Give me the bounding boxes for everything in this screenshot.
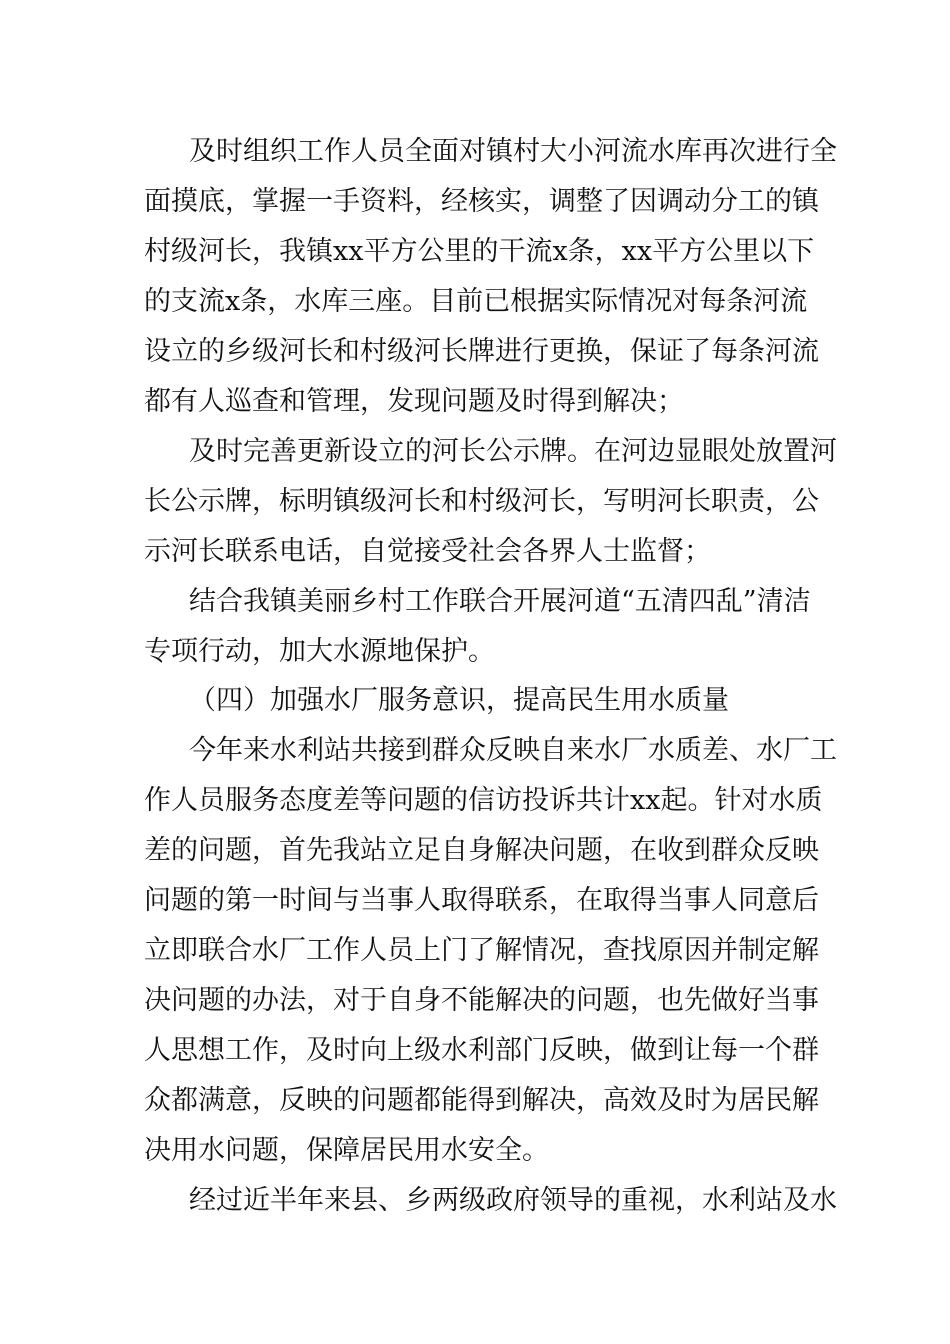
text-line: 今年来水利站共接到群众反映自来水厂水质差、水厂工 <box>189 735 837 766</box>
text-line: 决用水问题，保障居民用水安全。 <box>144 1135 549 1166</box>
text-line: 面摸底，掌握一手资料，经核实，调整了因调动分工的镇 <box>144 186 819 217</box>
text-line: 立即联合水厂工作人员上门了解情况，查找原因并制定解 <box>144 935 819 966</box>
text-line: 村级河长，我镇xx平方公里的干流x条，xx平方公里以下 <box>144 236 815 267</box>
text-line: 作人员服务态度差等问题的信访投诉共计xx起。针对水质 <box>144 785 823 816</box>
section-heading: （四）加强水厂服务意识，提高民生用水质量 <box>189 685 729 716</box>
text-line: 长公示牌，标明镇级河长和村级河长，写明河长职责，公 <box>144 486 819 517</box>
text-line: 问题的第一时间与当事人取得联系，在取得当事人同意后 <box>144 885 819 916</box>
text-line: 的支流x条，水库三座。目前已根据实际情况对每条河流 <box>144 286 808 317</box>
text-line: 示河长联系电话，自觉接受社会各界人士监督； <box>144 536 711 567</box>
text-line: 经过近半年来县、乡两级政府领导的重视，水利站及水 <box>189 1185 837 1216</box>
text-line: 差的问题，首先我站立足自身解决问题，在收到群众反映 <box>144 835 819 866</box>
text-line: 人思想工作，及时向上级水利部门反映，做到让每一个群 <box>144 1035 819 1066</box>
text-line: 都有人巡查和管理，发现问题及时得到解决； <box>144 386 684 417</box>
text-line: 专项行动，加大水源地保护。 <box>144 636 495 667</box>
text-line: 及时组织工作人员全面对镇村大小河流水库再次进行全 <box>189 136 837 167</box>
text-line: 设立的乡级河长和村级河长牌进行更换，保证了每条河流 <box>144 336 819 367</box>
text-line: 结合我镇美丽乡村工作联合开展河道“五清四乱”清洁 <box>189 586 811 617</box>
text-line: 众都满意，反映的问题都能得到解决，高效及时为居民解 <box>144 1085 819 1116</box>
text-line: 及时完善更新设立的河长公示牌。在河边显眼处放置河 <box>189 436 837 467</box>
text-line: 决问题的办法，对于自身不能解决的问题，也先做好当事 <box>144 985 819 1016</box>
